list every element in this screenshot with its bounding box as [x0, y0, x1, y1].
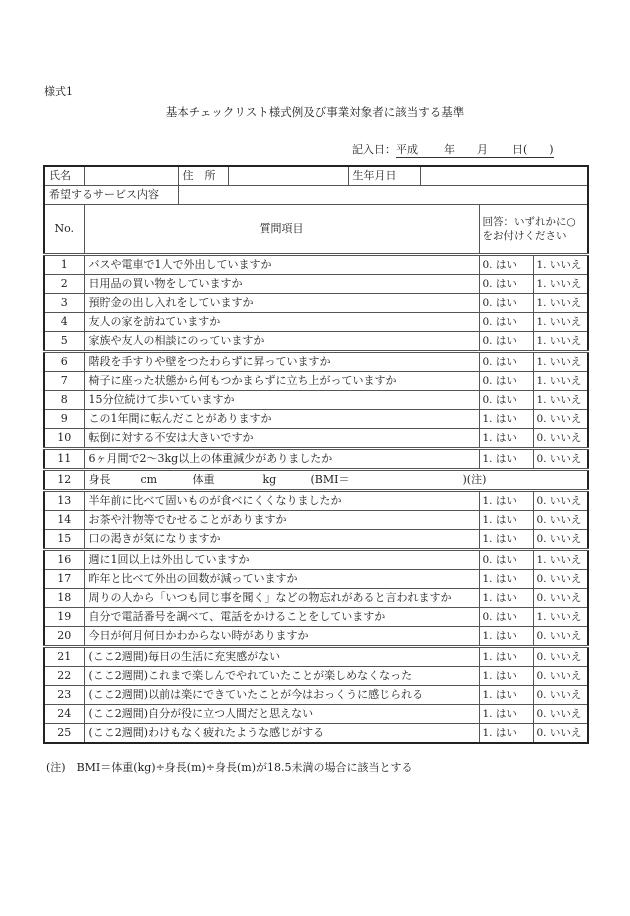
question-text: (ここ2週間)毎日の生活に充実感がない [84, 647, 479, 667]
answer-yes-option[interactable]: 0. はい [479, 608, 533, 627]
answer-no-option[interactable]: 0. いいえ [533, 627, 588, 647]
question-text: この1年間に転んだことがありますか [84, 410, 479, 429]
question-row [44, 570, 588, 589]
answer-yes-option[interactable]: 1. はい [479, 647, 533, 667]
answer-no-option[interactable]: 0. いいえ [533, 530, 588, 550]
question-row [44, 313, 588, 332]
question-text: (ここ2週間)以前は楽にできていたことが今はおっくうに感じられる [84, 686, 479, 705]
question-row [44, 275, 588, 294]
weight-unit: kg [262, 473, 277, 486]
question-text: 日用品の買い物をしていますか [84, 275, 479, 294]
question-row [44, 647, 588, 667]
question-number: 17 [44, 570, 84, 589]
question-row [44, 686, 588, 705]
question-text: 6ヶ月間で2～3kg以上の体重減少がありましたか [84, 449, 479, 470]
answer-yes-option[interactable]: 1. はい [479, 627, 533, 647]
answer-yes-option[interactable]: 1. はい [479, 530, 533, 550]
answer-yes-option[interactable]: 1. はい [479, 491, 533, 511]
answer-no-option[interactable]: 0. いいえ [533, 724, 588, 744]
question-text: 椅子に座った状態から何もつかまらずに立ち上がっていますか [84, 372, 479, 391]
question-number: 9 [44, 410, 84, 429]
question-number: 1 [44, 255, 84, 275]
question-number: 2 [44, 275, 84, 294]
name-field[interactable] [84, 166, 178, 186]
question-number: 19 [44, 608, 84, 627]
answer-no-option[interactable]: 0. いいえ [533, 491, 588, 511]
month-label: 月 [477, 143, 488, 156]
answer-yes-option[interactable]: 0. はい [479, 313, 533, 332]
answer-yes-option[interactable]: 1. はい [479, 449, 533, 470]
answer-yes-option[interactable]: 1. はい [479, 589, 533, 608]
answer-yes-option[interactable]: 0. はい [479, 391, 533, 410]
question-text: (ここ2週間)自分が役に立つ人間だと思えない [84, 705, 479, 724]
answer-yes-option[interactable]: 0. はい [479, 332, 533, 352]
form-id-label: 様式1 [44, 85, 73, 98]
answer-no-option[interactable]: 0. いいえ [533, 589, 588, 608]
address-label: 住 所 [178, 166, 228, 186]
weight-label: 体重 [192, 473, 215, 486]
question-text: 階段を手すりや壁をつたわらずに昇っていますか [84, 352, 479, 372]
answer-no-option[interactable]: 1. いいえ [533, 255, 588, 275]
page-title: 基本チェックリスト様式例及び事業対象者に該当する基準 [165, 105, 465, 119]
question-text: 口の渇きが気になりますか [84, 530, 479, 550]
bmi-note: )(注) [462, 473, 487, 486]
question-number: 21 [44, 647, 84, 667]
answer-no-option[interactable]: 1. いいえ [533, 608, 588, 627]
question-row [44, 352, 588, 372]
answer-yes-option[interactable]: 1. はい [479, 686, 533, 705]
question-row [44, 372, 588, 391]
answer-yes-option[interactable]: 1. はい [479, 705, 533, 724]
height-label: 身長 [88, 473, 111, 486]
question-row [44, 470, 588, 491]
question-text: 昨年と比べて外出の回数が減っていますか [84, 570, 479, 589]
question-row [44, 705, 588, 724]
question-number: 16 [44, 550, 84, 570]
bmi-label: (BMI＝ [310, 473, 350, 486]
answer-yes-option[interactable]: 1. はい [479, 724, 533, 744]
checklist-table [43, 165, 589, 744]
question-number: 7 [44, 372, 84, 391]
footnote: (注) BMI＝体重(kg)÷身長(m)÷身長(m)が18.5未満の場合に該当とする [46, 761, 413, 774]
question-number: 8 [44, 391, 84, 410]
question-row [44, 255, 588, 275]
question-row [44, 627, 588, 647]
col-header-no: No. [44, 205, 84, 255]
question-number: 23 [44, 686, 84, 705]
question-number: 14 [44, 511, 84, 530]
answer-no-option[interactable]: 1. いいえ [533, 372, 588, 391]
bmi-row [84, 470, 588, 491]
answer-no-option[interactable]: 1. いいえ [533, 391, 588, 410]
col-header-question: 質問項目 [84, 205, 479, 255]
answer-yes-option[interactable]: 0. はい [479, 372, 533, 391]
answer-yes-option[interactable]: 1. はい [479, 667, 533, 686]
question-number: 5 [44, 332, 84, 352]
entry-date-field[interactable] [396, 143, 554, 158]
question-row [44, 429, 588, 449]
answer-no-option[interactable]: 1. いいえ [533, 313, 588, 332]
question-text: 友人の家を訪ねていますか [84, 313, 479, 332]
question-text: お茶や汁物等でむせることがありますか [84, 511, 479, 530]
entry-date-label: 記入日： [352, 143, 396, 156]
answer-yes-option[interactable]: 0. はい [479, 255, 533, 275]
year-label: 年 [444, 143, 455, 156]
question-row [44, 410, 588, 429]
answer-no-option[interactable]: 1. いいえ [533, 275, 588, 294]
question-row [44, 511, 588, 530]
name-label: 氏名 [44, 166, 84, 186]
question-number: 4 [44, 313, 84, 332]
answer-no-option[interactable]: 1. いいえ [533, 294, 588, 313]
answer-no-option[interactable]: 0. いいえ [533, 570, 588, 589]
service-label: 希望するサービス内容 [44, 186, 178, 205]
question-number: 25 [44, 724, 84, 744]
answer-no-option[interactable]: 0. いいえ [533, 410, 588, 429]
answer-no-option[interactable]: 1. いいえ [533, 352, 588, 372]
question-text: 週に1回以上は外出していますか [84, 550, 479, 570]
question-number: 3 [44, 294, 84, 313]
question-text: 転倒に対する不安は大きいですか [84, 429, 479, 449]
answer-yes-option[interactable]: 0. はい [479, 352, 533, 372]
question-number: 24 [44, 705, 84, 724]
question-text: 今日が何月何日かわからない時がありますか [84, 627, 479, 647]
answer-no-option[interactable]: 0. いいえ [533, 449, 588, 470]
question-row [44, 491, 588, 511]
answer-no-option[interactable]: 0. いいえ [533, 429, 588, 449]
question-number: 13 [44, 491, 84, 511]
answer-no-option[interactable]: 0. いいえ [533, 686, 588, 705]
question-text: 周りの人から「いつも同じ事を聞く」などの物忘れがあると言われますか [84, 589, 479, 608]
answer-yes-option[interactable]: 0. はい [479, 275, 533, 294]
question-number: 20 [44, 627, 84, 647]
answer-no-option[interactable]: 0. いいえ [533, 667, 588, 686]
question-number: 22 [44, 667, 84, 686]
answer-no-option[interactable]: 1. いいえ [533, 550, 588, 570]
question-row [44, 449, 588, 470]
question-text: 自分で電話番号を調べて、電話をかけることをしていますか [84, 608, 479, 627]
table-header-row [44, 205, 588, 255]
question-row [44, 391, 588, 410]
question-number: 11 [44, 449, 84, 470]
question-text: 預貯金の出し入れをしていますか [84, 294, 479, 313]
question-row [44, 667, 588, 686]
height-unit: cm [140, 473, 158, 486]
answer-yes-option[interactable]: 1. はい [479, 429, 533, 449]
question-number: 12 [44, 470, 84, 491]
question-row [44, 589, 588, 608]
question-row [44, 294, 588, 313]
question-text: (ここ2週間)これまで楽しんでやれていたことが楽しめなくなった [84, 667, 479, 686]
birthdate-field[interactable] [420, 166, 588, 186]
question-row [44, 724, 588, 744]
answer-yes-option[interactable]: 1. はい [479, 410, 533, 429]
question-text: 家族や友人の相談にのっていますか [84, 332, 479, 352]
answer-yes-option[interactable]: 0. はい [479, 294, 533, 313]
question-row [44, 332, 588, 352]
col-header-answer: 回答：いずれかに○をお付けください [479, 205, 588, 255]
service-field[interactable] [178, 186, 588, 205]
answer-no-option[interactable]: 1. いいえ [533, 332, 588, 352]
question-row [44, 550, 588, 570]
question-row [44, 530, 588, 550]
info-row-2 [44, 186, 588, 205]
answer-no-option[interactable]: 0. いいえ [533, 647, 588, 667]
answer-yes-option[interactable]: 0. はい [479, 550, 533, 570]
answer-yes-option[interactable]: 1. はい [479, 511, 533, 530]
question-text: 15分位続けて歩いていますか [84, 391, 479, 410]
address-field[interactable] [228, 166, 348, 186]
question-text: (ここ2週間)わけもなく疲れたような感じがする [84, 724, 479, 744]
birthdate-label: 生年月日 [348, 166, 420, 186]
day-label: 日( ) [512, 143, 554, 156]
question-text: 半年前に比べて固いものが食べにくくなりましたか [84, 491, 479, 511]
question-number: 15 [44, 530, 84, 550]
question-text: バスや電車で1人で外出していますか [84, 255, 479, 275]
question-number: 10 [44, 429, 84, 449]
answer-yes-option[interactable]: 1. はい [479, 570, 533, 589]
info-row-1 [44, 166, 588, 186]
entry-date-line [352, 141, 554, 157]
question-number: 18 [44, 589, 84, 608]
question-row [44, 608, 588, 627]
era-label: 平成 [396, 143, 418, 156]
question-number: 6 [44, 352, 84, 372]
answer-no-option[interactable]: 0. いいえ [533, 705, 588, 724]
answer-no-option[interactable]: 0. いいえ [533, 511, 588, 530]
